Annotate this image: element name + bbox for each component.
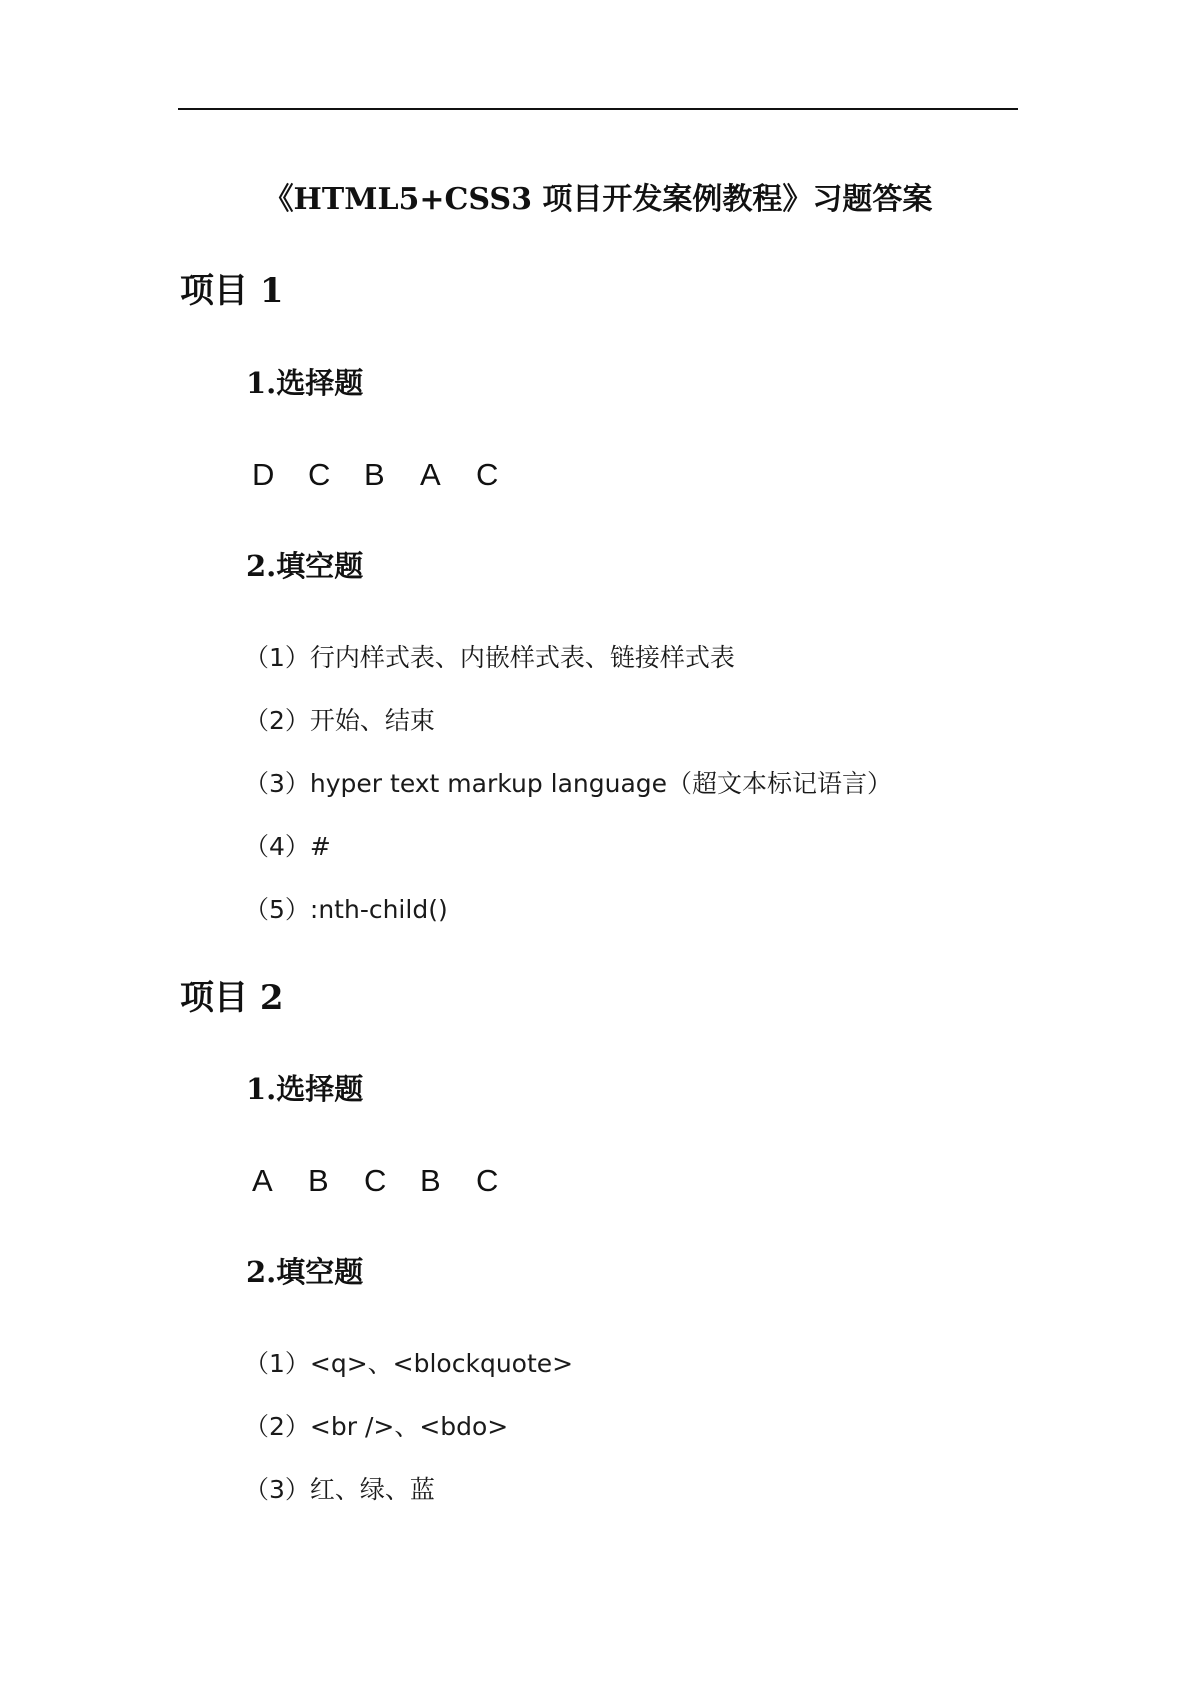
document-title: 《HTML5+CSS3 项目开发案例教程》习题答案 <box>263 182 933 217</box>
project-1-answer-4: A <box>420 457 441 492</box>
project-1-answer-5: C <box>476 457 499 492</box>
project-2-answer-5: C <box>476 1163 499 1198</box>
project-2-answer-4: B <box>420 1163 441 1198</box>
project-2-fill-heading: 2.填空题 <box>246 1255 364 1289</box>
project-1-answer-3: B <box>364 457 385 492</box>
project-2-fill-item-1: （1）<q>、<blockquote> <box>244 1349 574 1378</box>
header-rule <box>178 108 1018 110</box>
project-1-fill-item-2: （2）开始、结束 <box>244 706 435 735</box>
project-1-heading: 项目 1 <box>180 271 284 311</box>
project-1-answer-1: D <box>252 457 275 492</box>
project-2-fill-item-3: （3）红、绿、蓝 <box>244 1475 435 1504</box>
project-1-choice-heading: 1.选择题 <box>246 366 364 400</box>
project-2-heading: 项目 2 <box>180 978 284 1018</box>
project-1-choice-answers <box>252 454 532 496</box>
project-2-answer-3: C <box>364 1163 387 1198</box>
project-1-fill-heading: 2.填空题 <box>246 549 364 583</box>
project-1-answer-2: C <box>308 457 331 492</box>
project-2-choice-heading: 1.选择题 <box>246 1072 364 1106</box>
project-1-fill-item-3: （3）hyper text markup language（超文本标记语言） <box>244 769 893 798</box>
project-1-fill-item-1: （1）行内样式表、内嵌样式表、链接样式表 <box>244 643 735 672</box>
project-2-answer-2: B <box>308 1163 329 1198</box>
project-2-fill-item-2: （2）<br />、<bdo> <box>244 1412 509 1441</box>
project-2-answer-1: A <box>252 1163 273 1198</box>
project-1-fill-item-4: （4）# <box>244 832 331 861</box>
project-2-choice-answers <box>252 1160 532 1202</box>
project-1-fill-item-5: （5）:nth-child() <box>244 895 448 924</box>
